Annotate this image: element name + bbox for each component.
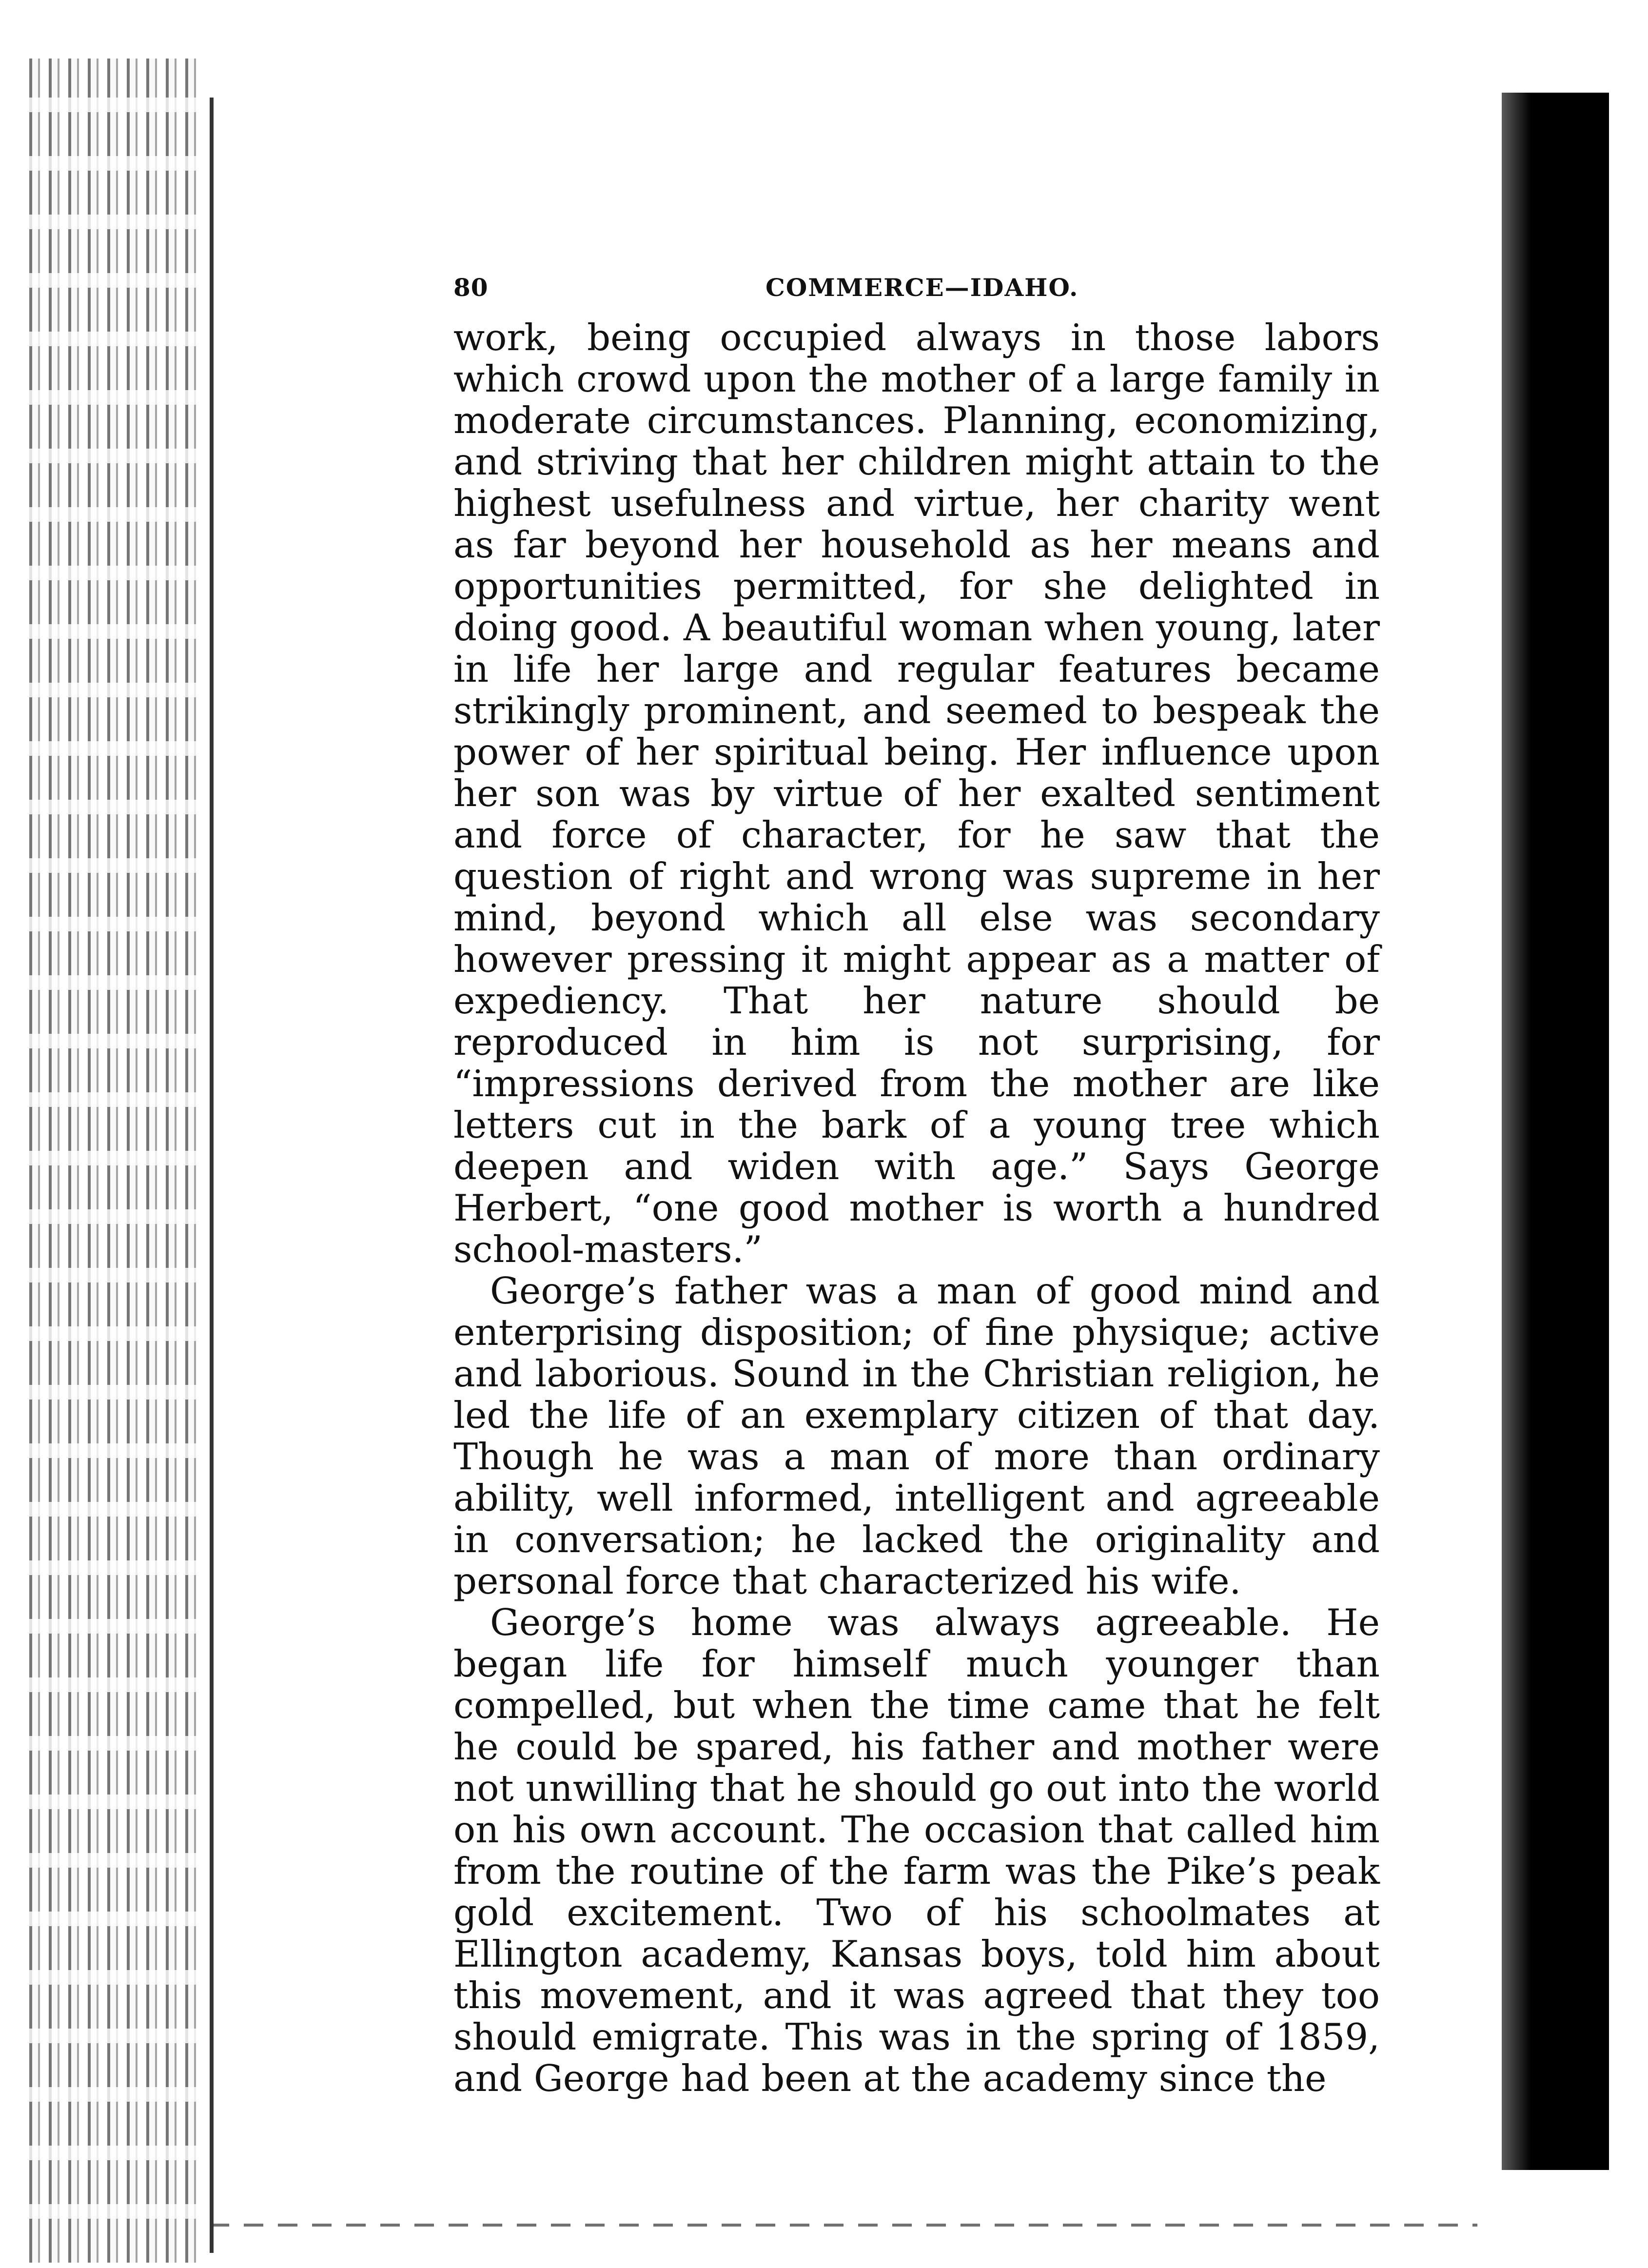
book-page <box>453 273 1380 2099</box>
body-text <box>453 317 1380 2099</box>
paragraph: work, being occupied always in those labors which crowd upon the mother of a large family in moderate circumstances. Planning, economizing, and striving that her children might attain to the highest usefulness and virtue, her charity went as far beyond her household as her means and opportunities permitted, for she delighted in doing good. A beautiful woman when young, later in life her large and regular features became strikingly prominent, and seemed to bespeak the power of her spiritual being. Her influence upon her son was by virtue of her exalted sentiment and force of character, for he saw that the question of right and wrong was supreme in her mind, beyond which all else was secondary however pressing it might appear as a matter of expediency. That her nature should be reproduced in him is not surprising, for “impressions derived from the mother are like letters cut in the bark of a young tree which deepen and widen with age.” Says George Herbert, “one good mother is worth a hundred school-masters.” <box>453 316 1380 1271</box>
page-number: 80 <box>453 273 489 302</box>
page-edge-bottom <box>210 2224 1477 2227</box>
running-title: COMMERCE—IDAHO. <box>765 273 1079 302</box>
scanned-shadow-right <box>1502 93 1609 2170</box>
running-head <box>453 273 1380 317</box>
scanned-binding-left <box>29 59 205 2263</box>
page-edge-left <box>210 98 214 2253</box>
paragraph: George’s home was always agreeable. He began life for himself much younger than compelled, but when the time came that he felt he could be spared, his father and mother were not unwilling that he should go out into the world on his own account. The occasion that called him from the routine of the farm was the Pike’s peak gold excitement. Two of his schoolmates at Ellington academy, Kansas boys, told him about this movement, and it was agreed that they too should emigrate. This was in the spring of 1859, and George had been at the academy since the <box>453 1601 1380 2100</box>
paragraph: George’s father was a man of good mind and enterprising disposition; of fine physique; active and laborious. Sound in the Christian religion, he led the life of an exemplary citizen of that day. Though he was a man of more than ordinary ability, well informed, intelligent and agreeable in conversation; he lacked the originality and personal force that characterized his wife. <box>453 1269 1380 1602</box>
